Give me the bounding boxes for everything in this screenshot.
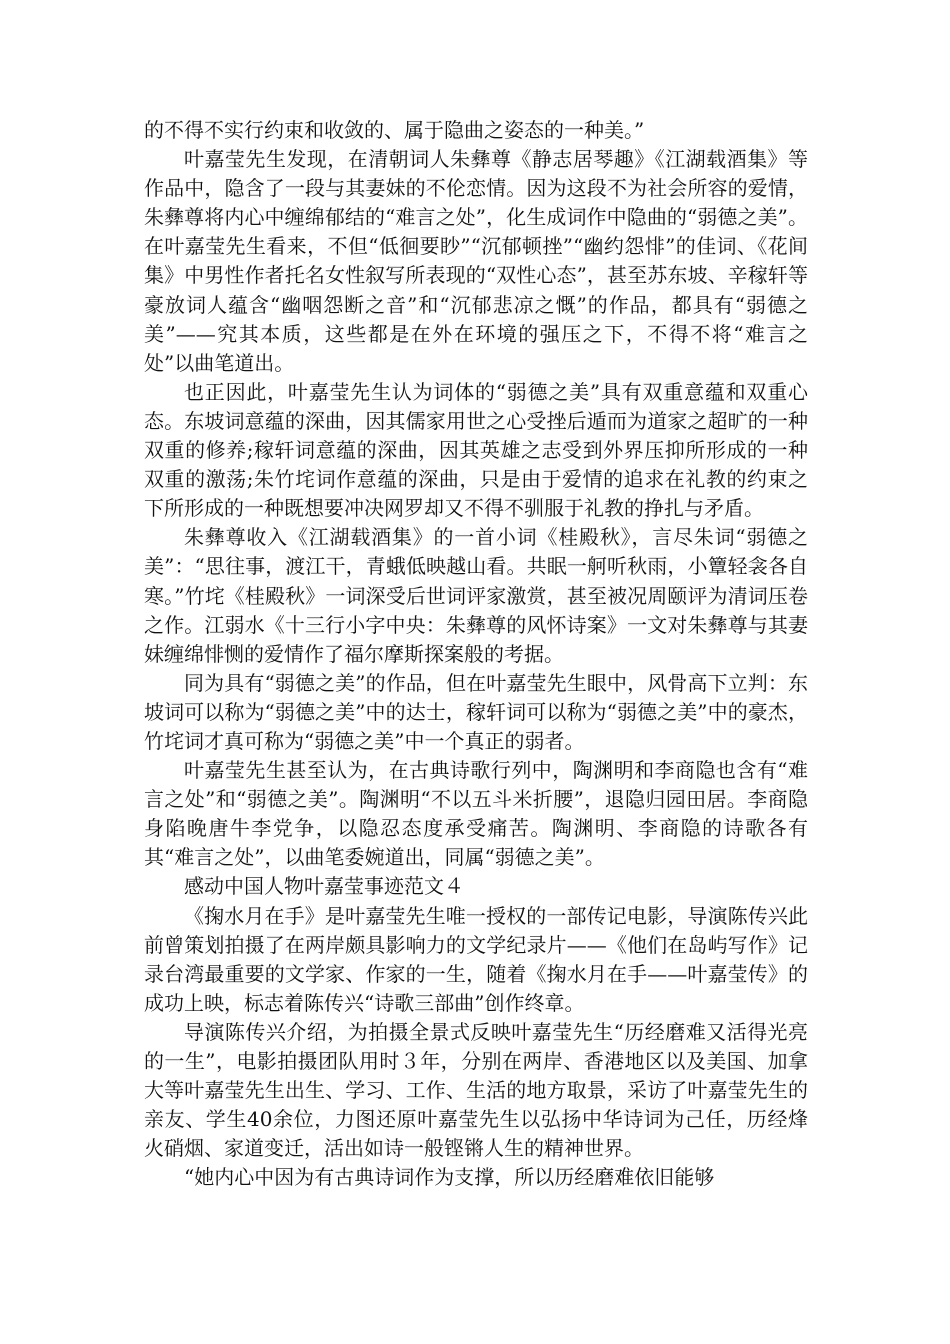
- paragraph-comparison: 同为具有“弱德之美”的作品，但在叶嘉莹先生眼中，风骨高下立判：东坡词可以称为“弱德之美”中的达士，稼轩词可以称为“弱德之美”中的豪杰，竹垞词才真可称为“弱德之美”中一个真正的弱者。: [144, 670, 808, 753]
- paragraph-film-intro: 《掬水月在手》是叶嘉莹先生唯一授权的一部传记电影，导演陈传兴此前曾策划拍摄了在两岸颇具影响力的文学纪录片——《他们在岛屿写作》记录台湾最重要的文学家、作家的一生，随着《掬水月在手——叶嘉莹传》的成功上映，标志着陈传兴“诗歌三部曲”创作终章。: [144, 903, 808, 1015]
- paragraph-dual-meaning: 也正因此，叶嘉莹先生认为词体的“弱德之美”具有双重意蕴和双重心态。东坡词意蕴的深曲，因其儒家用世之心受挫后遁而为道家之超旷的一种双重的修养;稼轩词意蕴的深曲，因其英雄之志受到外界压抑所形成的一种双重的激荡;朱竹垞词作意蕴的深曲，只是由于爱情的追求在礼教的约束之下所形成的一种既想要冲决网罗却又不得不驯服于礼教的挣扎与矛盾。: [144, 379, 808, 521]
- paragraph-continuation: 的不得不实行约束和收敛的、属于隐曲之姿态的一种美。”: [144, 118, 645, 142]
- section-heading: 感动中国人物叶嘉莹事迹范文４: [184, 874, 464, 899]
- paragraph-gui-dian-qiu: 朱彝尊收入《江湖载酒集》的一首小词《桂殿秋》，言尽朱词“弱德之美”：“思往事，渡江干，青蛾低映越山看。共眠一舸听秋雨，小簟轻衾各自寒。”竹垞《桂殿秋》一词深受后世词评家激赏，甚至被况周颐评为清词压卷之作。江弱水《十三行小字中央：朱彝尊的风怀诗案》一文对朱彝尊与其妻妹缠绵悱恻的爱情作了福尔摩斯探案般的考据。: [144, 525, 808, 666]
- paragraph-quote-start: “她内心中因为有古典诗词作为支撑，所以历经磨难依旧能够: [184, 1165, 715, 1190]
- document-page: [144, 116, 808, 1192]
- paragraph-zhu-yizun-love: 叶嘉莹先生发现，在清朝词人朱彝尊《静志居琴趣》《江湖载酒集》等作品中，隐含了一段与其妻妹的不伦恋情。因为这段不为社会所容的爱情，朱彝尊将内心中缠绵郁结的“难言之处”，化生成词作中隐曲的“弱德之美”。在叶嘉莹先生看来，不但“低徊要眇”“沉郁顿挫”“幽约怨悱”的佳词、《花间集》中男性作者托名女性叙写所表现的“双性心态”，甚至苏东坡、辛稼轩等豪放词人蕴含“幽咽怨断之音”和“沉郁悲凉之慨”的作品，都具有“弱德之美”——究其本质，这些都是在外在环境的强压之下，不得不将“难言之处”以曲笔道出。: [144, 147, 808, 375]
- paragraph-director: 导演陈传兴介绍，为拍摄全景式反映叶嘉莹先生“历经磨难又活得光亮的一生”，电影拍摄团队用时３年，分别在两岸、香港地区以及美国、加拿大等叶嘉莹先生出生、学习、工作、生活的地方取景，采访了叶嘉莹先生的亲友、学生40余位，力图还原叶嘉莹先生以弘扬中华诗词为己任，历经烽火硝烟、家道变迁，活出如诗一般铿锵人生的精神世界。: [144, 1019, 808, 1161]
- paragraph-tao-li: 叶嘉莹先生甚至认为，在古典诗歌行列中，陶渊明和李商隐也含有“难言之处”和“弱德之美”。陶渊明“不以五斗米折腰”，退隐归园田居。李商隐身陷晚唐牛李党争，以隐忍态度承受痛苦。陶渊明、李商隐的诗歌各有其“难言之处”，以曲笔委婉道出，同属“弱德之美”。: [144, 758, 808, 870]
